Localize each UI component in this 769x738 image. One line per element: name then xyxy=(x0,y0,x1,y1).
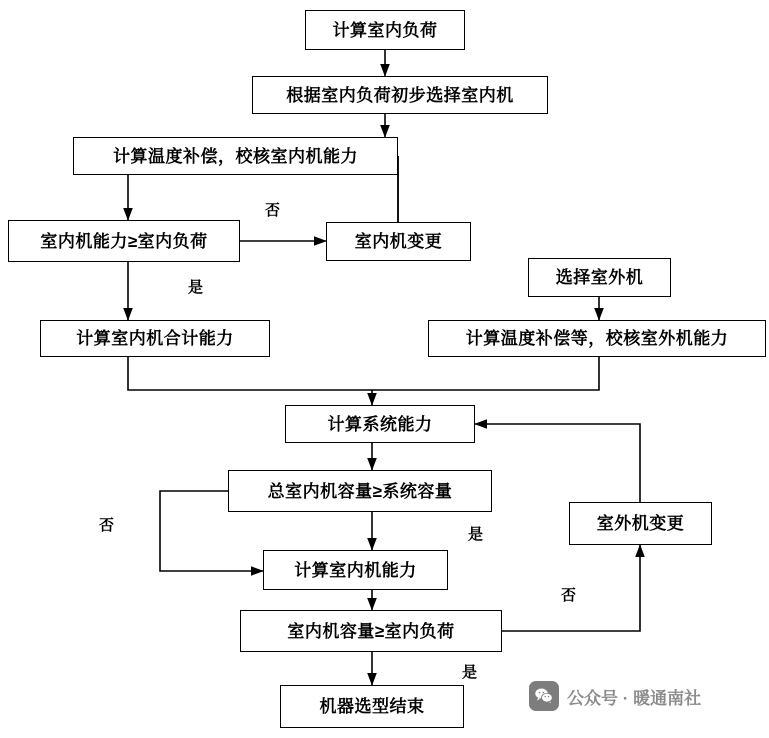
node-decision-indoor-capacity-vs-load[interactable] xyxy=(240,610,502,652)
edge-label-yes-2: 是 xyxy=(468,526,484,543)
node-label: 室内机容量≥室内负荷 xyxy=(287,621,455,641)
edge-label-yes-1: 是 xyxy=(188,279,204,296)
node-label: 室外机变更 xyxy=(596,514,685,533)
node-label: 总室内机容量≥系统容量 xyxy=(267,481,453,501)
node-label: 计算系统能力 xyxy=(327,414,433,434)
node-outdoor-unit-change[interactable] xyxy=(569,502,712,545)
node-label: 计算室内机能力 xyxy=(294,560,417,580)
node-select-indoor-unit[interactable] xyxy=(252,76,548,114)
node-label: 根据室内负荷初步选择室内机 xyxy=(286,85,514,105)
node-selection-finished[interactable] xyxy=(280,685,464,728)
edge-label-yes-3: 是 xyxy=(462,664,478,681)
node-label: 计算温度补偿等，校核室外机能力 xyxy=(465,329,729,348)
edge-label-no-1: 否 xyxy=(265,202,281,219)
watermark-text: 公众号 · 暖通南社 xyxy=(567,688,702,708)
node-label: 机器选型结束 xyxy=(319,697,425,716)
node-label: 计算室内负荷 xyxy=(332,20,438,40)
node-calc-indoor-capacity[interactable] xyxy=(263,550,448,590)
node-label: 计算室内机合计能力 xyxy=(76,329,234,348)
node-label: 室内机能力≥室内负荷 xyxy=(40,231,208,251)
node-decision-total-indoor-vs-system[interactable] xyxy=(228,470,492,512)
wechat-icon xyxy=(529,681,559,711)
node-label: 计算温度补偿，校核室内机能力 xyxy=(113,146,358,166)
edge-label-no-3: 否 xyxy=(561,587,577,604)
edge-label-no-2: 否 xyxy=(99,517,115,534)
node-total-indoor-capacity[interactable] xyxy=(40,320,270,357)
node-label: 室内机变更 xyxy=(354,232,443,251)
node-calc-system-capacity[interactable] xyxy=(285,405,475,443)
node-indoor-unit-change[interactable] xyxy=(326,222,471,261)
node-temp-compensation-outdoor[interactable] xyxy=(428,320,766,357)
node-select-outdoor-unit[interactable] xyxy=(528,258,671,297)
node-calc-indoor-load[interactable] xyxy=(305,10,465,50)
watermark xyxy=(529,681,701,711)
node-temp-compensation-indoor[interactable] xyxy=(73,137,398,175)
node-decision-indoor-capacity[interactable] xyxy=(8,220,240,262)
node-label: 选择室外机 xyxy=(555,268,644,287)
